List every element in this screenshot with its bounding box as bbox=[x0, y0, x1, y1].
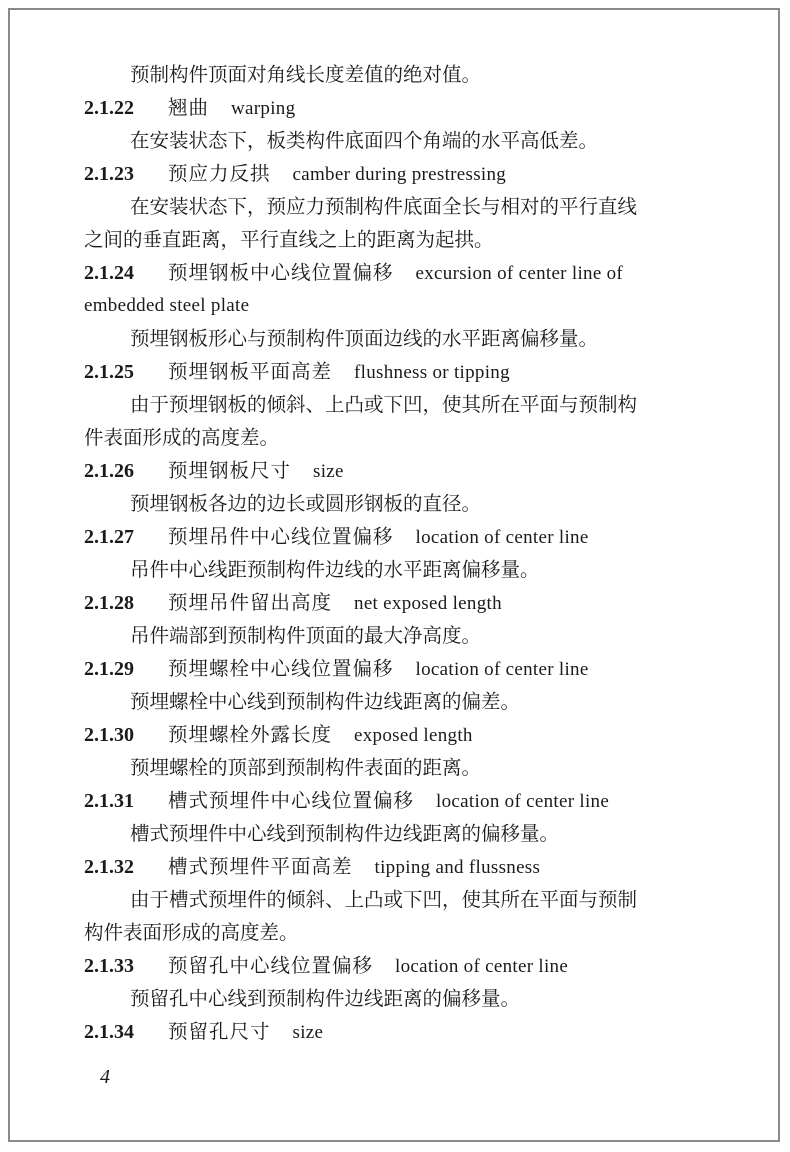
term-number: 2.1.33 bbox=[84, 955, 134, 977]
term-definition-line: 在安装状态下，板类构件底面四个角端的水平高低差。 bbox=[130, 129, 599, 152]
term-chinese-name: 预埋钢板尺寸 bbox=[168, 459, 292, 482]
term-chinese-name: 预留孔尺寸 bbox=[168, 1020, 271, 1043]
term-chinese-name: 预埋吊件中心线位置偏移 bbox=[168, 525, 394, 548]
intro-definition-line: 预制构件顶面对角线长度差值的绝对值。 bbox=[130, 63, 482, 86]
term-heading bbox=[84, 850, 710, 883]
term-heading bbox=[84, 355, 710, 388]
term-english-name: location of center line bbox=[436, 791, 610, 812]
term-number: 2.1.24 bbox=[84, 262, 134, 284]
term-heading bbox=[84, 784, 710, 817]
term-english-name: location of center line bbox=[415, 527, 589, 548]
term-number: 2.1.22 bbox=[84, 97, 134, 119]
term-number: 2.1.32 bbox=[84, 856, 134, 878]
term-definition-line: 预埋钢板各边的边长或圆形钢板的直径。 bbox=[130, 492, 482, 515]
term-chinese-name: 预埋螺栓中心线位置偏移 bbox=[168, 657, 394, 680]
term-english-name: tipping and flussness bbox=[374, 857, 541, 878]
term-number: 2.1.30 bbox=[84, 724, 134, 746]
term-chinese-name: 槽式预埋件平面高差 bbox=[168, 855, 353, 878]
term-definition-line: 由于预埋钢板的倾斜、上凸或下凹，使其所在平面与预制构 bbox=[130, 393, 638, 416]
term-definition-line: 预埋螺栓的顶部到预制构件表面的距离。 bbox=[130, 756, 482, 779]
term-heading bbox=[84, 256, 710, 289]
term-definition-line: 之间的垂直距离，平行直线之上的距离为起拱。 bbox=[84, 228, 494, 251]
term-number: 2.1.26 bbox=[84, 460, 134, 482]
term-definition-line: 由于槽式预埋件的倾斜、上凸或下凹，使其所在平面与预制 bbox=[130, 888, 638, 911]
term-chinese-name: 预埋螺栓外露长度 bbox=[168, 723, 333, 746]
term-heading bbox=[84, 1015, 710, 1048]
term-definition-line: 件表面形成的高度差。 bbox=[84, 426, 280, 449]
term-chinese-name: 预留孔中心线位置偏移 bbox=[168, 954, 374, 977]
term-heading bbox=[84, 949, 710, 982]
term-chinese-name: 预埋钢板平面高差 bbox=[168, 360, 333, 383]
term-heading bbox=[84, 454, 710, 487]
term-chinese-name: 槽式预埋件中心线位置偏移 bbox=[168, 789, 415, 812]
term-number: 2.1.34 bbox=[84, 1021, 134, 1043]
term-heading bbox=[84, 520, 710, 553]
term-definition-line: 构件表面形成的高度差。 bbox=[84, 921, 299, 944]
term-english-name: size bbox=[313, 461, 344, 482]
term-number: 2.1.27 bbox=[84, 526, 134, 548]
term-heading bbox=[84, 91, 710, 124]
term-definition-line: 预埋螺栓中心线到预制构件边线距离的偏差。 bbox=[130, 690, 521, 713]
term-english-name: flushness or tipping bbox=[354, 362, 510, 383]
term-number: 2.1.25 bbox=[84, 361, 134, 383]
term-english-name: size bbox=[292, 1022, 324, 1043]
term-number: 2.1.31 bbox=[84, 790, 134, 812]
term-chinese-name: 预应力反拱 bbox=[168, 162, 271, 185]
term-chinese-name: 预埋钢板中心线位置偏移 bbox=[168, 261, 394, 284]
term-number: 2.1.23 bbox=[84, 163, 134, 185]
term-heading bbox=[84, 586, 710, 619]
term-english-name: location of center line bbox=[415, 659, 589, 680]
term-chinese-name: 翘曲 bbox=[168, 96, 210, 119]
term-heading bbox=[84, 718, 710, 751]
page-number: 4 bbox=[100, 1066, 110, 1088]
term-english-name: camber during prestressing bbox=[292, 164, 507, 185]
term-definition-line: 吊件端部到预制构件顶面的最大净高度。 bbox=[130, 624, 482, 647]
term-heading bbox=[84, 157, 710, 190]
term-definition-line: 预埋钢板形心与预制构件顶面边线的水平距离偏移量。 bbox=[130, 327, 599, 350]
term-number: 2.1.29 bbox=[84, 658, 134, 680]
term-english-name: warping bbox=[231, 98, 296, 119]
term-heading bbox=[84, 652, 710, 685]
term-english-name: location of center line bbox=[395, 956, 569, 977]
term-number: 2.1.28 bbox=[84, 592, 134, 614]
term-definition-line: 预留孔中心线到预制构件边线距离的偏移量。 bbox=[130, 987, 521, 1010]
term-english-name: exposed length bbox=[354, 725, 473, 746]
term-definition-line: 槽式预埋件中心线到预制构件边线距离的偏移量。 bbox=[130, 822, 560, 845]
document-body bbox=[84, 58, 710, 1048]
term-definition-line: 吊件中心线距预制构件边线的水平距离偏移量。 bbox=[130, 558, 540, 581]
term-definition-line: 在安装状态下，预应力预制构件底面全长与相对的平行直线 bbox=[130, 195, 638, 218]
term-english-name: excursion of center line of bbox=[415, 263, 624, 284]
term-chinese-name: 预埋吊件留出高度 bbox=[168, 591, 333, 614]
term-english-name-continued: embedded steel plate bbox=[84, 295, 250, 316]
term-english-name: net exposed length bbox=[354, 593, 502, 614]
